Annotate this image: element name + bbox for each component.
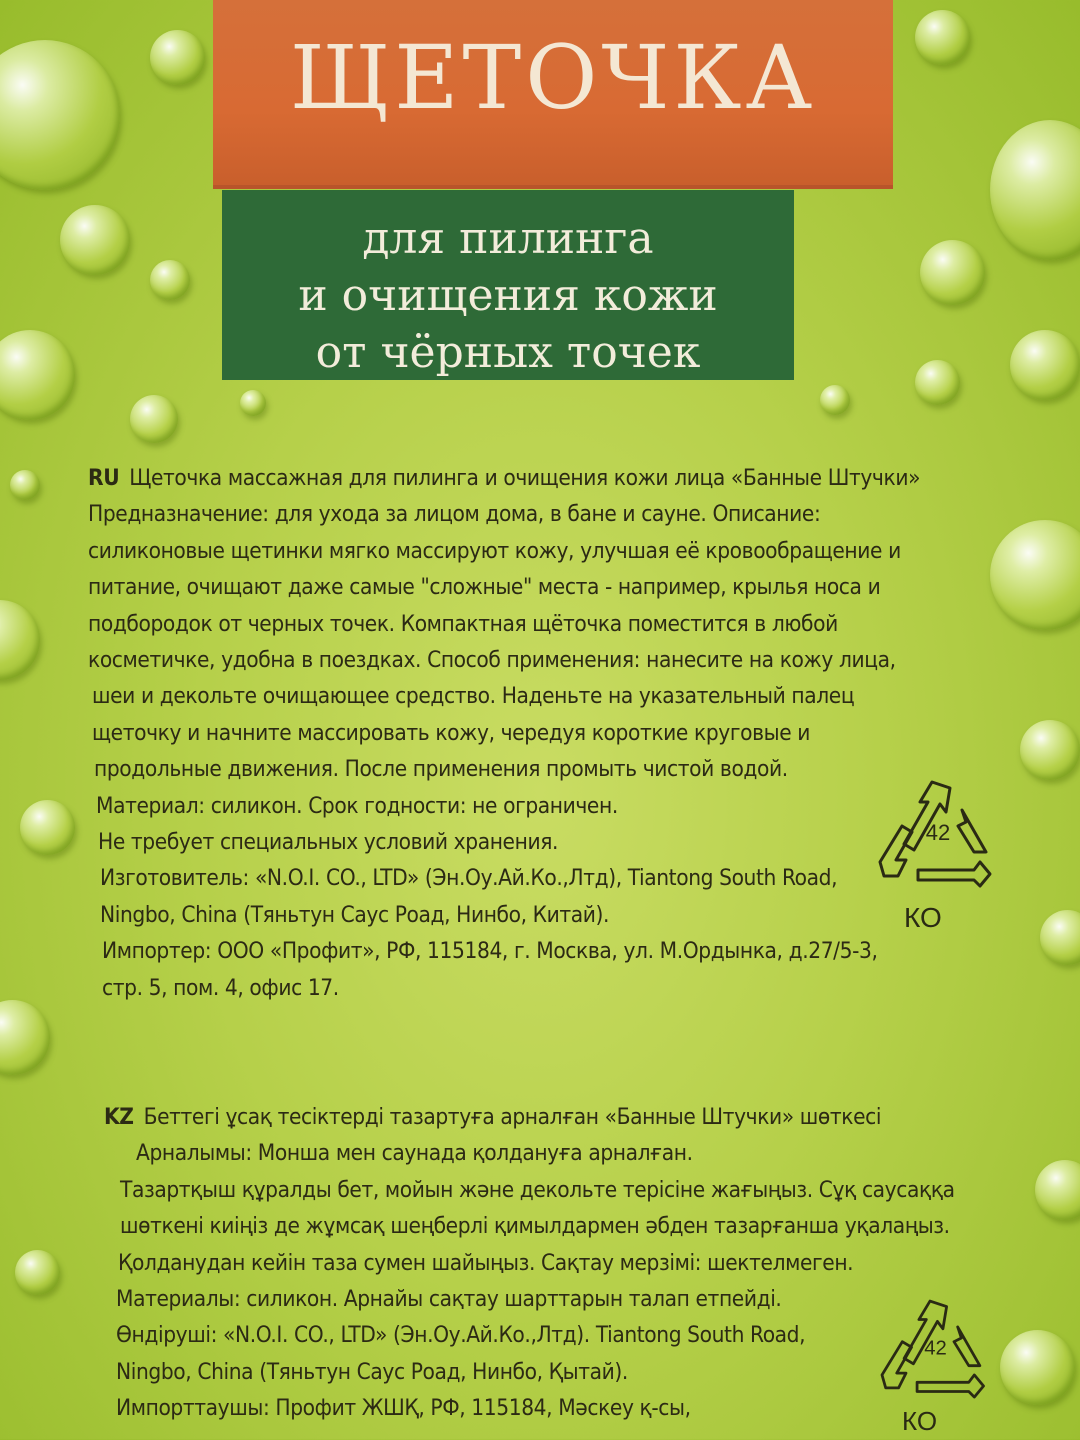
water-bubble <box>150 30 205 85</box>
water-bubble <box>0 1000 50 1075</box>
ru-line: Импортер: ООО «Профит», РФ, 115184, г. Москва, ул. М.Ордынка, д.27/5-3, <box>102 938 878 965</box>
water-bubble <box>20 800 75 855</box>
water-bubble <box>1020 720 1080 780</box>
kz-line: шөткені киіңіз де жұмсақ шеңберлі қимылдармен әбден тазарғанша уқалаңыз. <box>120 1213 950 1240</box>
water-bubble <box>1035 1160 1080 1220</box>
ru-line: питание, очищают даже самые "сложные" места - например, крылья носа и <box>88 574 881 601</box>
water-bubble <box>915 360 960 405</box>
water-bubble <box>820 385 850 415</box>
subtitle-banner <box>222 190 794 380</box>
water-bubble <box>150 260 190 300</box>
water-bubble <box>1040 910 1080 965</box>
water-bubble <box>15 1250 60 1295</box>
recycle-symbol-kz <box>860 1290 1000 1440</box>
ru-line: шеи и декольте очищающее средство. Наденьте на указательный палец <box>92 683 855 710</box>
recycle-number-kz: 42 <box>924 1337 947 1360</box>
kz-line: Материалы: силикон. Арнайы сақтау шарттарын талап етпейді. <box>116 1286 782 1313</box>
recycle-icon <box>860 1290 1000 1410</box>
ru-line: продольные движения. После применения промыть чистой водой. <box>94 756 788 783</box>
water-bubble <box>240 390 266 416</box>
title-banner <box>213 0 893 189</box>
kz-line: Арналымы: Монша мен саунада қолдануға арналған. <box>136 1140 693 1167</box>
ru-line: Предназначение: для ухода за лицом дома, в бане и сауне. Описание: <box>88 501 821 528</box>
recycle-icon <box>862 770 1002 900</box>
kz-line: Қолданудан кейін таза сумен шайыңыз. Сақтау мерзімі: шектелмеген. <box>118 1249 854 1276</box>
kz-line: Тазартқыш құралды бет, мойын және декольте терісіне жағыңыз. Сұқ саусаққа <box>120 1176 955 1203</box>
ru-description <box>88 460 920 1006</box>
ru-line: щеточку и начните массировать кожу, чередуя короткие круговые и <box>92 719 811 746</box>
lang-code-ru: RU <box>88 465 120 491</box>
lang-code-kz: KZ <box>104 1104 134 1130</box>
ru-line: RU Щеточка массажная для пилинга и очищения кожи лица «Банные Штучки» <box>88 465 921 491</box>
recycle-symbol-ru <box>862 770 1002 950</box>
ru-line: Ningbo, China (Тяньтун Саус Роад, Нинбо, Китай). <box>100 901 610 928</box>
recycle-code-kz: КО <box>902 1406 938 1436</box>
recycle-number-ru: 42 <box>925 820 951 845</box>
ru-line: Материал: силикон. Срок годности: не ограничен. <box>96 792 618 819</box>
subtitle-line: для пилинга <box>362 213 654 264</box>
water-bubble <box>0 40 120 190</box>
ru-line: силиконовые щетинки мягко массируют кожу, улучшая её кровообращение и <box>88 537 901 564</box>
water-bubble <box>990 520 1080 630</box>
water-bubble <box>130 395 178 443</box>
kz-line: Ningbo, China (Тяньтун Саус Роад, Нинбо, Қытай). <box>116 1358 628 1385</box>
kz-description <box>104 1099 955 1427</box>
ru-line: стр. 5, пом. 4, офис 17. <box>102 974 339 1001</box>
water-bubble <box>0 600 40 680</box>
water-bubble <box>915 10 970 65</box>
water-bubble <box>60 205 130 275</box>
subtitle-line: и очищения кожи <box>298 270 718 321</box>
kz-line: Импорттаушы: Профит ЖШҚ, РФ, 115184, Мәскеу қ-сы, <box>116 1395 691 1422</box>
water-bubble <box>10 470 40 500</box>
water-bubble <box>990 120 1080 260</box>
kz-line: KZ Беттегі ұсақ тесіктерді тазартуға арналған «Банные Штучки» шөткесі <box>104 1104 882 1130</box>
water-bubble <box>920 240 985 305</box>
subtitle-line: от чёрных точек <box>315 327 701 378</box>
recycle-code-ru: КО <box>904 902 942 933</box>
ru-line: Не требует специальных условий хранения. <box>98 829 559 856</box>
water-bubble <box>1010 330 1080 400</box>
product-subtitle <box>222 210 794 381</box>
ru-line: подбородок от черных точек. Компактная щёточка поместится в любой <box>88 610 838 637</box>
ru-line: косметичке, удобна в поездках. Способ применения: нанесите на кожу лица, <box>88 647 896 674</box>
ru-line: Изготовитель: «N.O.I. CO., LTD» (Эн.Оу.Ай.Ко.,Лтд), Tiantong South Road, <box>100 865 838 892</box>
kz-line: Өндіруші: «N.O.I. CO., LTD» (Эн.Оу.Ай.Ко.,Лтд). Tiantong South Road, <box>116 1322 806 1349</box>
water-bubble <box>1000 1330 1075 1405</box>
water-bubble <box>0 330 75 420</box>
product-title: ЩЕТОЧКА <box>289 26 817 129</box>
